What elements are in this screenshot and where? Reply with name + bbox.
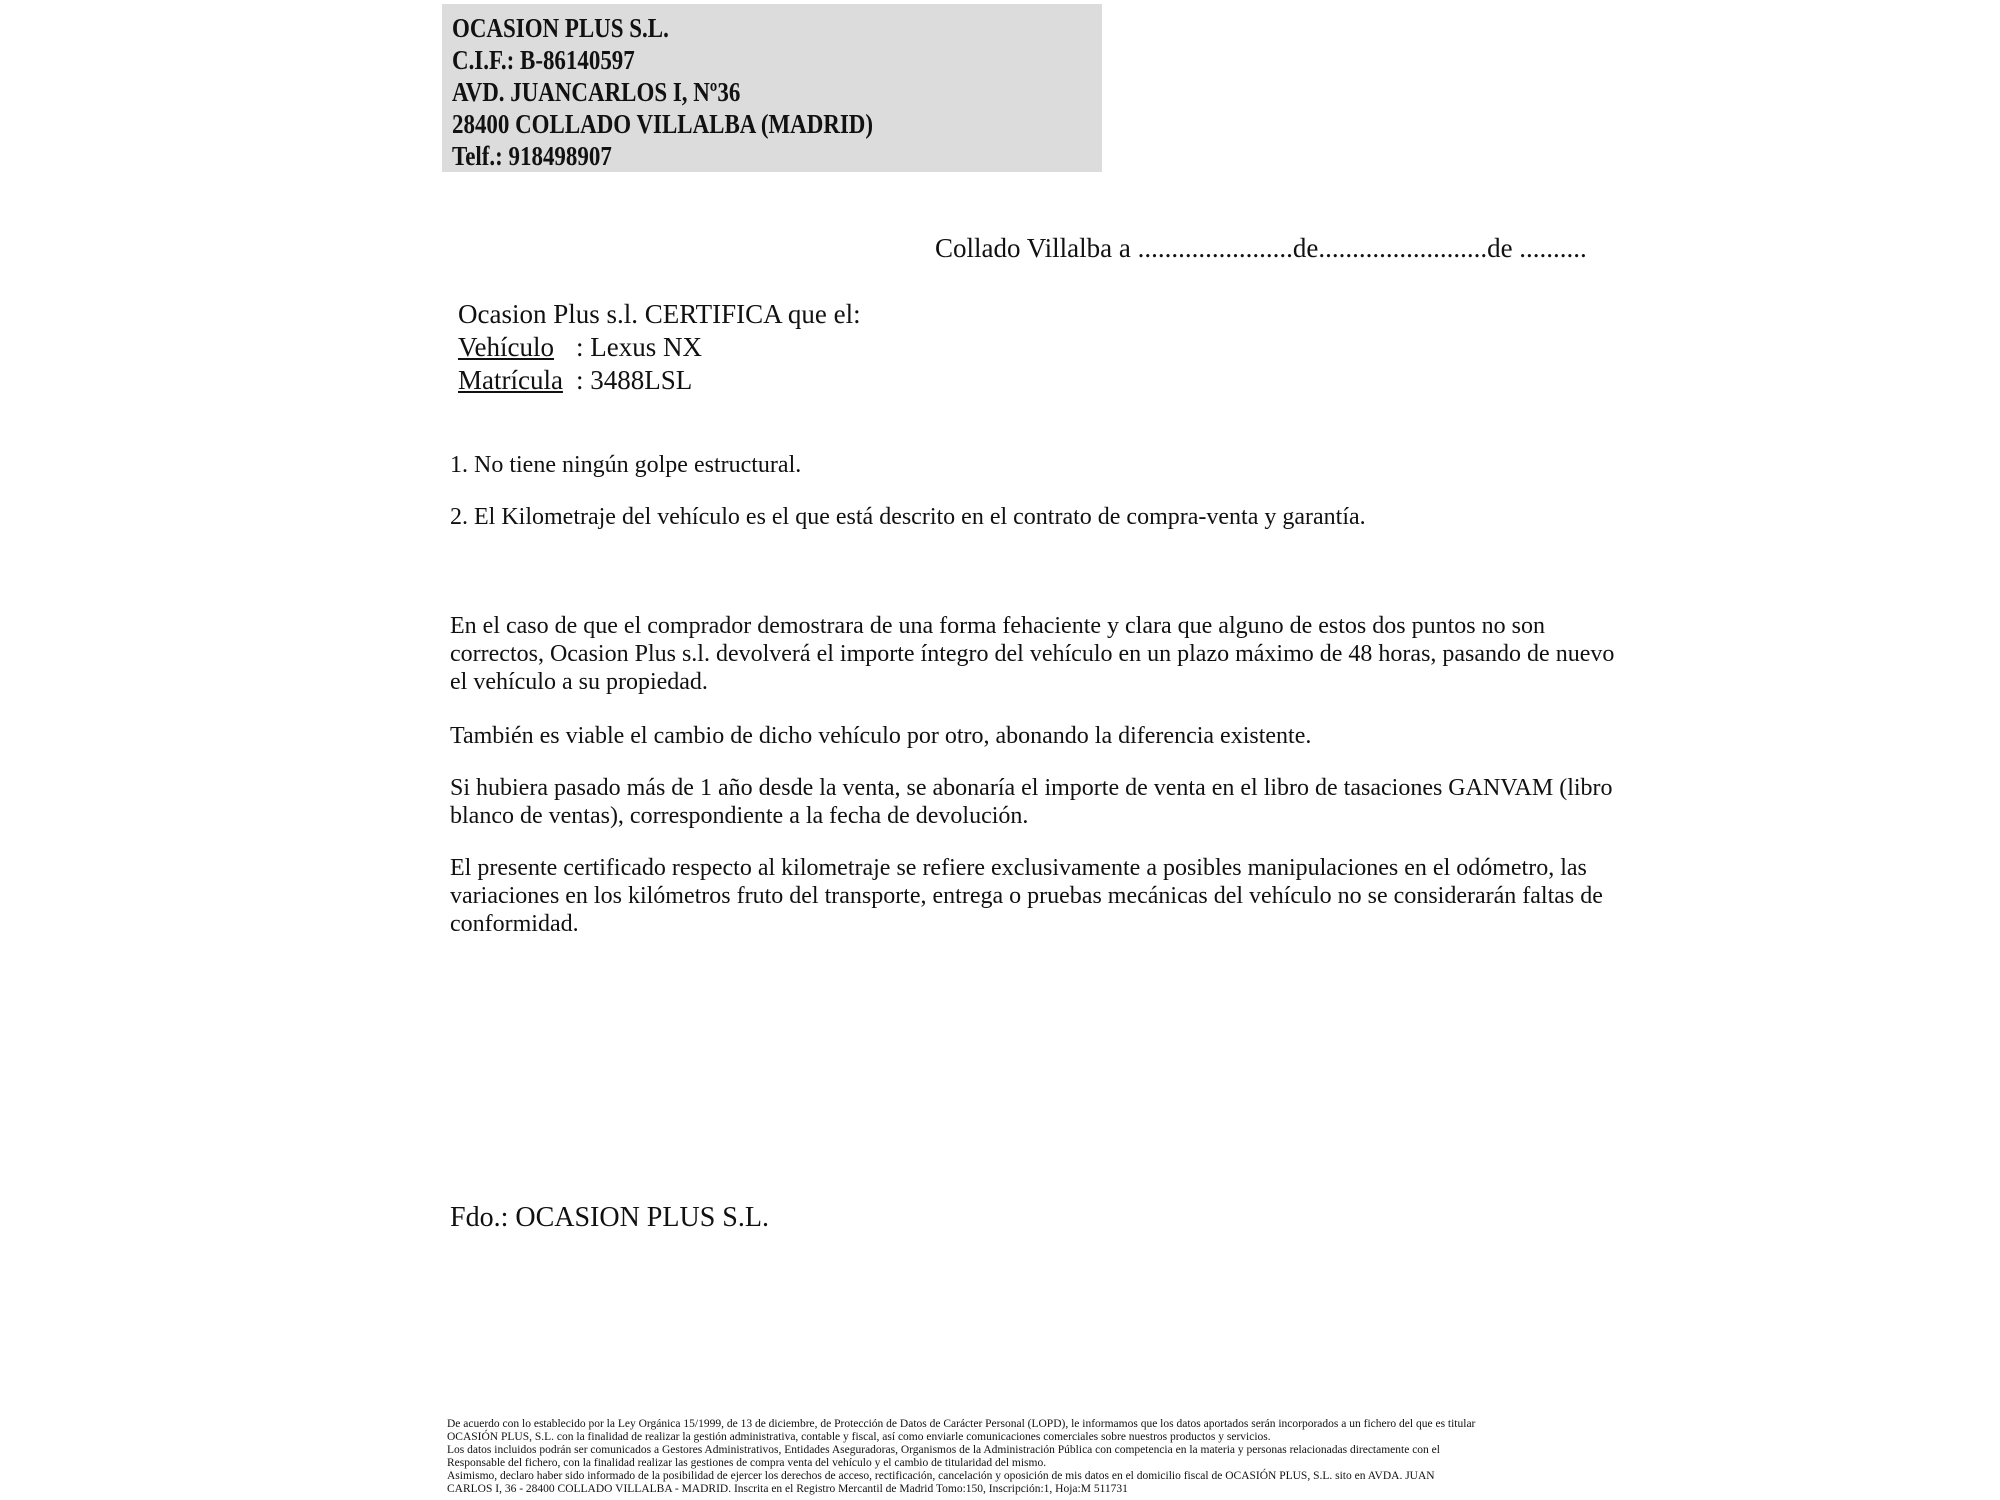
company-address: AVD. JUANCARLOS I, Nº36 (452, 77, 741, 107)
legal-footer-line: CARLOS I, 36 - 28400 COLLADO VILLALBA - MADRID. Inscrita en el Registro Mercantil de Madrid Tomo:150, Inscripción:1, Hoja:M 511731 (447, 1483, 1128, 1495)
company-header-box (442, 4, 1102, 172)
certification-block (458, 298, 861, 397)
legal-footer-line: Responsable del fichero, con la finalidad realizar las gestiones de compra venta del vehículo y el cambio de titularidad del mismo. (447, 1457, 1047, 1469)
paragraph-refund-terms: En el caso de que el comprador demostrara de una forma fehaciente y clara que alguno de estos dos puntos no son correctos, Ocasion Plus s.l. devolverá el importe íntegro del vehículo en un plazo máximo de 48 horas, pasando de nuevo el vehículo a su propiedad. (450, 613, 1615, 695)
legal-footer-line: De acuerdo con lo establecido por la Ley Orgánica 15/1999, de 13 de diciembre, de Protección de Datos de Carácter Personal (LOPD), le informamos que los datos aportados serán incorporados a un fichero del que es titular (447, 1418, 1476, 1430)
plate-value: : 3488LSL (576, 365, 693, 395)
plate-label: Matrícula (458, 365, 563, 395)
paragraph-odometer-disclaimer: El presente certificado respecto al kilometraje se refiere exclusivamente a posibles manipulaciones en el odómetro, las variaciones en los kilómetros fruto del transporte, entrega o pruebas mecánicas del vehículo no se considerarán faltas de conformidad. (450, 855, 1603, 937)
company-name: OCASION PLUS S.L. (452, 13, 669, 43)
paragraph-ganvam-valuation: Si hubiera pasado más de 1 año desde la venta, se abonaría el importe de venta en el libro de tasaciones GANVAM (libro blanco de ventas), correspondiente a la fecha de devolución. (450, 775, 1613, 829)
legal-footer-line: Los datos incluidos podrán ser comunicados a Gestores Administrativos, Entidades Aseguradoras, Organismos de la Administración Pública con competencia en la materia y personas relacionadas directamente con el (447, 1444, 1440, 1456)
plate-row (458, 364, 861, 397)
legal-footer (447, 1418, 1637, 1496)
signature-line: Fdo.: OCASION PLUS S.L. (450, 1202, 769, 1233)
paragraph-exchange-option: También es viable el cambio de dicho vehículo por otro, abonando la diferencia existente. (450, 723, 1312, 749)
company-phone: Telf.: 918498907 (452, 141, 612, 171)
date-line: Collado Villalba a .......................de.........................de .......... (935, 233, 1587, 263)
certified-point-1: 1. No tiene ningún golpe estructural. (450, 452, 802, 478)
legal-footer-line: OCASIÓN PLUS, S.L. con la finalidad de realizar la gestión administrativa, contable y fiscal, así como enviarle comunicaciones comerciales sobre nuestros productos y servicios. (447, 1431, 1271, 1443)
company-city: 28400 COLLADO VILLALBA (MADRID) (452, 109, 874, 139)
vehicle-label: Vehículo (458, 332, 554, 362)
company-cif: C.I.F.: B-86140597 (452, 45, 635, 75)
legal-footer-line: Asimismo, declaro haber sido informado de la posibilidad de ejercer los derechos de acceso, rectificación, cancelación y oposición de mis datos en el domicilio fiscal de OCASIÓN PLUS, S.L. sito en AVDA. JUAN (447, 1470, 1435, 1482)
certification-intro: Ocasion Plus s.l. CERTIFICA que el: (458, 299, 861, 329)
vehicle-value: : Lexus NX (576, 332, 702, 362)
certified-point-2: 2. El Kilometraje del vehículo es el que está descrito en el contrato de compra-venta y garantía. (450, 504, 1366, 530)
vehicle-row (458, 331, 861, 364)
